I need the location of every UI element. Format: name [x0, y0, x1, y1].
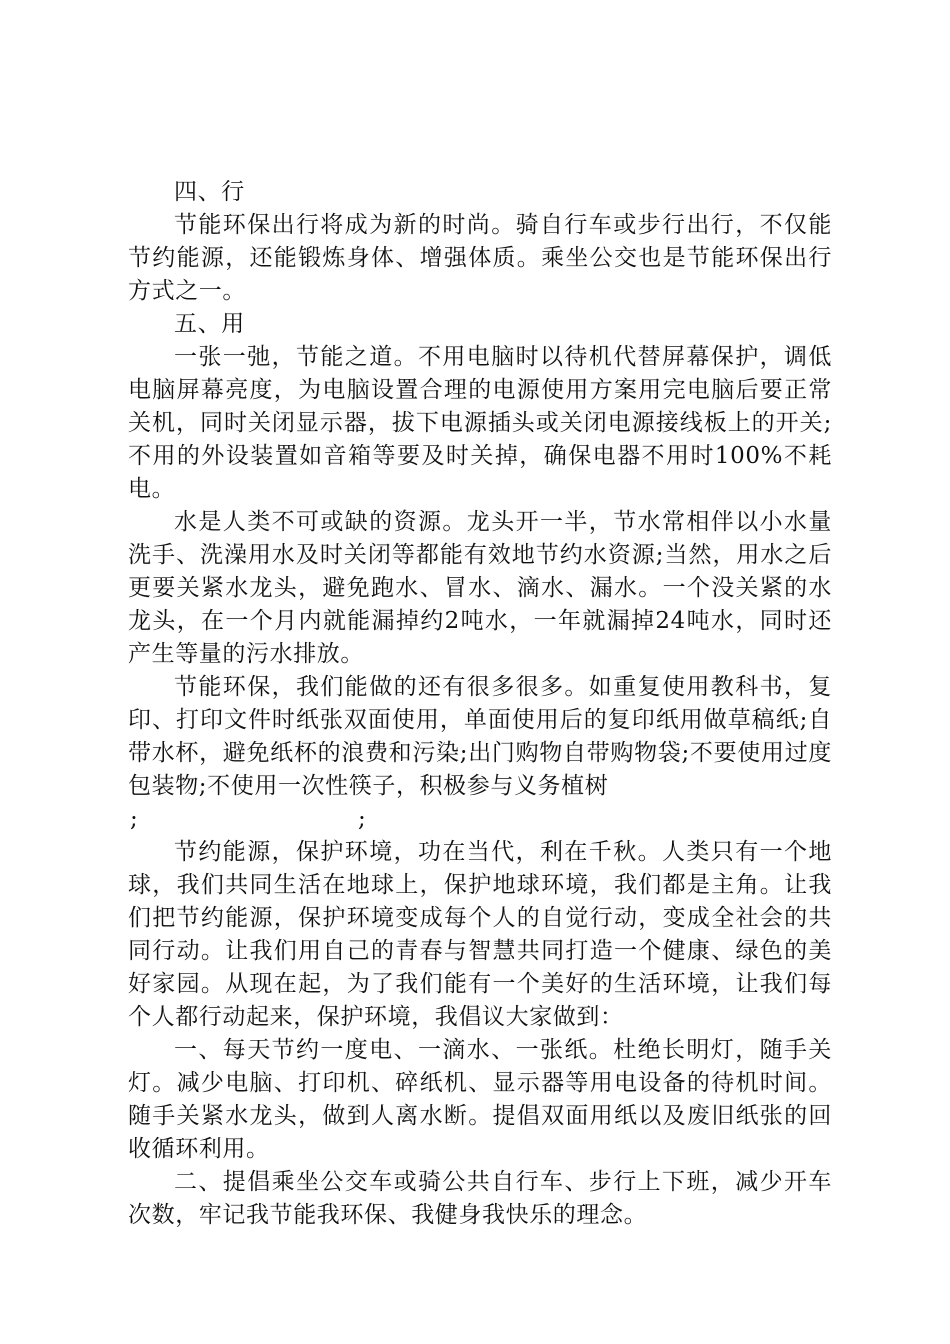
proposal-item-one: 一、每天节约一度电、一滴水、一张纸。杜绝长明灯，随手关灯。减少电脑、打印机、碎纸机、显示器等用电设备的待机时间。随手关紧水龙头，做到人离水断。提倡双面用纸以及废旧纸张的回收循环利用。 [128, 1037, 832, 1162]
paragraph-more-actions: 节能环保，我们能做的还有很多很多。如重复使用教科书，复印、打印文件时纸张双面使用，单面使用后的复印纸用做草稿纸;自带水杯，避免纸杯的浪费和污染;出门购物自带购物袋;不要使用过度包装物;不使用一次性筷子，积极参与义务植树 [128, 674, 832, 799]
semicolon-left: ; [130, 806, 139, 832]
semicolon-right: ; [358, 806, 367, 832]
section-heading-travel: 四、行 [174, 179, 245, 205]
paragraph-travel: 节能环保出行将成为新的时尚。骑自行车或步行出行，不仅能节约能源，还能锻炼身体、增强体质。乘坐公交也是节能环保出行方式之一。 [128, 212, 832, 304]
paragraph-electricity: 一张一弛，节能之道。不用电脑时以待机代替屏幕保护，调低电脑屏幕亮度，为电脑设置合理的电源使用方案用完电脑后要正常关机，同时关闭显示器，拔下电源插头或关闭电源接线板上的开关;不用的外设装置如音箱等要及时关掉，确保电器不用时100%不耗电。 [128, 344, 832, 502]
document-body [128, 176, 832, 1232]
section-heading-use: 五、用 [174, 311, 245, 337]
proposal-item-two: 二、提倡乘坐公交车或骑公共自行车、步行上下班，减少开车次数，牢记我节能我环保、我健身我快乐的理念。 [128, 1169, 832, 1228]
paragraph-water: 水是人类不可或缺的资源。龙头开一半，节水常相伴以小水量洗手、洗澡用水及时关闭等都能有效地节约水资源;当然，用水之后更要关紧水龙头，避免跑水、冒水、滴水、漏水。一个没关紧的水龙头，在一个月内就能漏掉约2吨水，一年就漏掉24吨水，同时还产生等量的污水排放。 [128, 509, 832, 667]
semicolon-line [128, 803, 832, 836]
paragraph-call-to-action: 节约能源，保护环境，功在当代，利在千秋。人类只有一个地球，我们共同生活在地球上，保护地球环境，我们都是主角。让我们把节约能源，保护环境变成每个人的自觉行动，变成全社会的共同行动。让我们用自己的青春与智慧共同打造一个健康、绿色的美好家园。从现在起，为了我们能有一个美好的生活环境，让我们每个人都行动起来，保护环境，我倡议大家做到： [128, 839, 832, 1030]
